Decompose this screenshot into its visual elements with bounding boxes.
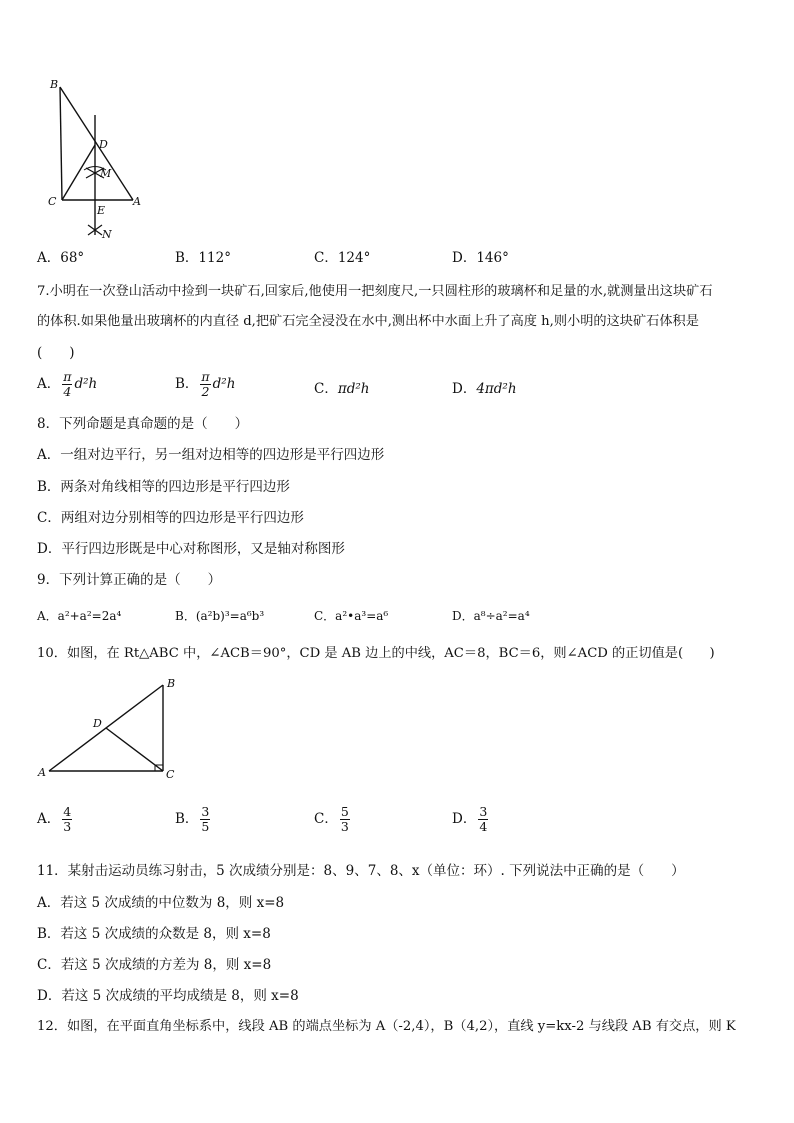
q8-option-a[interactable]: A．一组对边平行，另一组对边相等的四边形是平行四边形 [37, 447, 385, 463]
q6-option-a[interactable] [37, 249, 84, 267]
segment-bc [60, 87, 62, 200]
q10-option-c[interactable] [314, 805, 352, 834]
option-text: d²h [212, 376, 236, 392]
q6-option-d[interactable] [452, 249, 509, 267]
option-letter: B． [175, 811, 199, 827]
q11-option-a[interactable]: A．若这 5 次成绩的中位数为 8，则 x=8 [37, 895, 285, 911]
option-letter: A． [37, 376, 61, 392]
q8-stem: 8．下列命题是真命题的是（ ） [37, 416, 249, 432]
option-text: πd²h [337, 381, 370, 397]
q9-stem: 9．下列计算正确的是（ ） [37, 572, 222, 588]
label-b: B [167, 677, 176, 690]
q7-stem-line3: ( ) [37, 345, 75, 361]
option-letter: A． [37, 250, 61, 266]
option-text: 4πd²h [476, 381, 517, 397]
option-letter: C． [314, 811, 338, 827]
option-letter: A． [37, 811, 61, 827]
label-c: C [48, 195, 57, 208]
label-n: N [102, 228, 112, 241]
q8-option-b[interactable]: B．两条对角线相等的四边形是平行四边形 [37, 479, 290, 495]
segment-ba [60, 87, 133, 200]
fraction [62, 805, 72, 834]
label-d: D [99, 138, 108, 151]
q6-option-b[interactable] [175, 249, 231, 267]
q7-stem-line2: 的体积.如果他量出玻璃杯的内直径 d,把矿石完全浸没在水中,测出杯中水面上升了高度 h,则小明的这块矿石体积是 [37, 314, 699, 329]
q8-option-d[interactable]: D．平行四边形既是中心对称图形，又是轴对称图形 [37, 541, 345, 557]
q11-option-d[interactable]: D．若这 5 次成绩的平均成绩是 8，则 x=8 [37, 988, 299, 1004]
option-text: 112° [198, 250, 231, 266]
q12-stem: 12．如图，在平面直角坐标系中，线段 AB 的端点坐标为 A（-2,4），B（4,2），直线 y=kx-2 与线段 AB 有交点，则 K [37, 1019, 736, 1034]
q11-option-b[interactable]: B．若这 5 次成绩的众数是 8，则 x=8 [37, 926, 271, 942]
q10-option-a[interactable] [37, 805, 74, 834]
q7-option-a[interactable] [37, 370, 97, 399]
option-letter: C． [314, 381, 338, 397]
label-d: D [93, 717, 102, 730]
numerator: π [63, 369, 72, 384]
q7-option-b[interactable] [175, 370, 235, 399]
fraction [340, 805, 350, 834]
option-text: d²h [74, 376, 98, 392]
label-m: M [100, 167, 112, 180]
q10-option-d[interactable] [452, 805, 490, 834]
option-text: 68° [60, 250, 85, 266]
label-e: E [97, 204, 106, 217]
q11-stem: 11．某射击运动员练习射击，5 次成绩分别是：8、9、7、8、x（单位：环）. 下列说法中正确的是（ ） [37, 863, 685, 879]
fraction [62, 370, 72, 399]
label-b: B [50, 78, 59, 91]
denominator: 4 [63, 384, 72, 399]
q6-option-c[interactable] [314, 249, 370, 267]
segment-cd [62, 145, 95, 200]
figure-2-diagram [35, 673, 185, 783]
option-letter: D． [452, 811, 477, 827]
q7-option-d[interactable] [452, 380, 517, 398]
denominator: 3 [340, 819, 349, 834]
denominator: 3 [63, 819, 72, 834]
q10-stem: 10．如图，在 Rt△ABC 中，∠ACB＝90°，CD 是 AB 边上的中线，AC＝8，BC＝6，则∠ACD 的正切值是( ) [37, 646, 715, 661]
figure-1-diagram [40, 75, 150, 245]
option-letter: B． [175, 250, 199, 266]
fraction [478, 805, 488, 834]
q9-option-d[interactable]: D．a⁸÷a²=a⁴ [452, 609, 530, 623]
option-letter: B． [175, 376, 199, 392]
fraction [200, 805, 210, 834]
segment-cd [106, 728, 163, 771]
label-a: A [133, 195, 141, 208]
option-letter: D． [452, 250, 477, 266]
q9-option-c[interactable]: C．a²•a³=a⁶ [314, 609, 389, 623]
fraction [200, 370, 210, 399]
label-c: C [166, 768, 175, 781]
option-text: 146° [476, 250, 509, 266]
q7-option-c[interactable] [314, 380, 369, 398]
q11-option-c[interactable]: C．若这 5 次成绩的方差为 8，则 x=8 [37, 957, 272, 973]
option-text: 124° [337, 250, 371, 266]
numerator: 3 [201, 804, 210, 819]
numerator: 5 [340, 804, 349, 819]
q10-option-b[interactable] [175, 805, 212, 834]
q9-option-a[interactable]: A．a²+a²=2a⁴ [37, 609, 122, 623]
denominator: 4 [479, 819, 488, 834]
q8-option-c[interactable]: C．两组对边分别相等的四边形是平行四边形 [37, 510, 304, 526]
denominator: 5 [201, 819, 210, 834]
numerator: π [201, 369, 210, 384]
numerator: 3 [479, 804, 488, 819]
q7-stem-line1: 7.小明在一次登山活动中捡到一块矿石,回家后,他使用一把刻度尺,一只圆柱形的玻璃杯和足量的水,就测量出这块矿石 [37, 284, 713, 299]
numerator: 4 [63, 804, 72, 819]
q9-option-b[interactable]: B．(a²b)³=a⁶b³ [175, 609, 265, 623]
option-letter: D． [452, 381, 477, 397]
option-letter: C． [314, 250, 338, 266]
denominator: 2 [201, 384, 210, 399]
label-a: A [38, 766, 46, 779]
